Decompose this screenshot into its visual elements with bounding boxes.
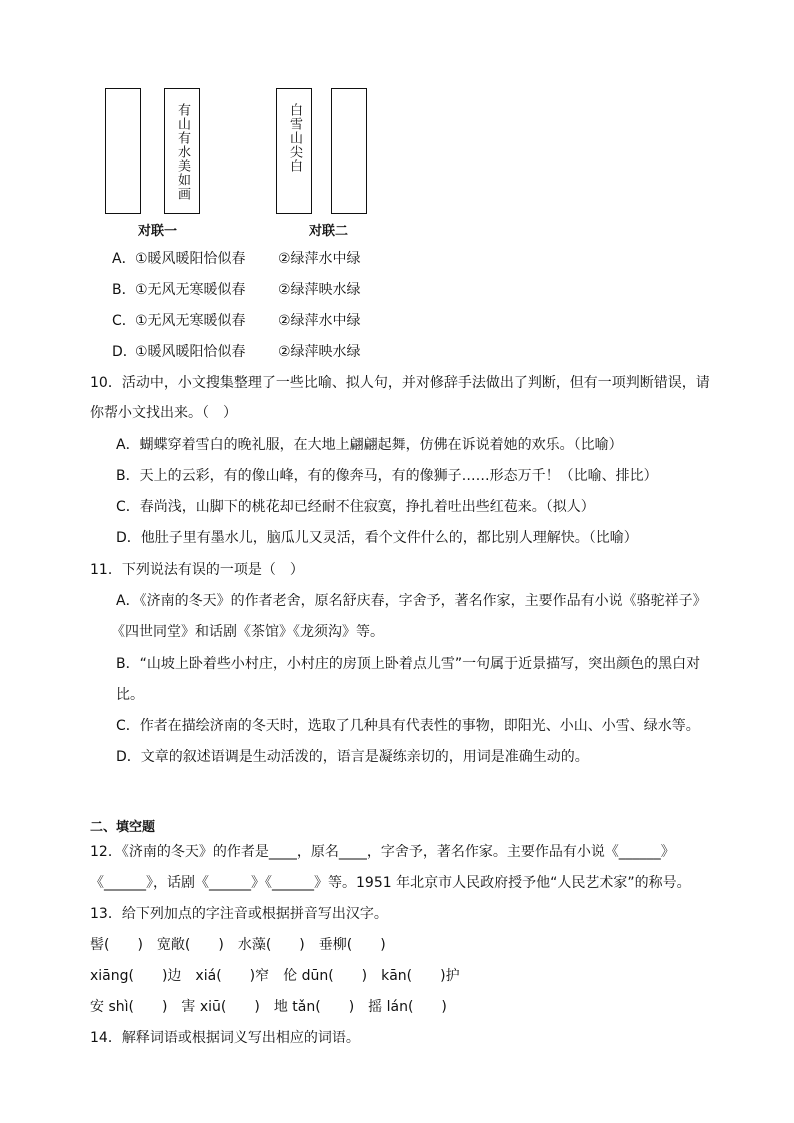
q9-option-choice1: ①暖风暖阳恰似春 [135, 251, 246, 267]
q11-option-b-line1: B．“山坡上卧着些小村庄，小村庄的房顶上卧着点儿雪”一句属于近景描写，突出颜色的黑白对 [116, 656, 701, 672]
q9-option-label: B． [112, 282, 136, 298]
q11-option-d: D．文章的叙述语调是生动活泼的，语言是凝练亲切的，用词是准确生动的。 [116, 749, 589, 765]
q13-row1: 髻( ) 宽敞( ) 水藻( ) 垂柳( ) [90, 937, 386, 953]
q9-option-choice2: ②绿萍水中绿 [278, 251, 361, 267]
q10-option-b: B．天上的云彩，有的像山峰，有的像奔马，有的像狮子……形态万千！（比喻、排比） [116, 468, 658, 484]
q13-stem: 13．给下列加点的字注音或根据拼音写出汉字。 [90, 906, 388, 922]
couplet2-right-scroll [331, 88, 367, 214]
q11-option-b-line2: 比。 [116, 687, 144, 703]
q9-option-choice1: ①无风无寒暖似春 [135, 313, 246, 329]
q9-option-choice2: ②绿萍水中绿 [278, 313, 361, 329]
caption-couplet1: 对联一 [138, 224, 178, 239]
q14-stem: 14．解释词语或根据词义写出相应的词语。 [90, 1030, 360, 1046]
q9-option-choice1: ①暖风暖阳恰似春 [135, 344, 246, 360]
q9-option-choice2: ②绿萍映水绿 [278, 344, 361, 360]
q9-option-label: C． [112, 313, 136, 329]
q13-row2: xiāng( )边 xiá( )窄 伦 dūn( ) kān( )护 [90, 968, 460, 984]
q9-option-label: D． [112, 344, 137, 360]
couplet1-right-scroll [164, 88, 200, 214]
q10-option-a: A．蝴蝶穿着雪白的晚礼服，在大地上翩翩起舞，仿佛在诉说着她的欢乐。（比喻） [116, 437, 623, 453]
couplet2-left-text: 白雪山尖白 [287, 103, 302, 173]
section-title-fill-blanks: 二、填空题 [90, 820, 156, 835]
q12-line1: 12．《济南的冬天》的作者是____，原名____，字舍予，著名作家。主要作品有小说《______》 [90, 844, 675, 860]
q9-option-choice1: ①无风无寒暖似春 [135, 282, 246, 298]
q9-option-label: A． [112, 251, 136, 267]
q10-option-c: C．春尚浅，山脚下的桃花却已经耐不住寂寞，挣扎着吐出些红苞来。（拟人） [116, 499, 595, 515]
couplet1-right-text: 有山有水美如画 [175, 103, 190, 201]
couplet2-left-scroll [276, 88, 312, 214]
q11-option-a-line2: 《四世同堂》和话剧《茶馆》《龙须沟》等。 [111, 624, 384, 640]
couplet1-left-scroll [105, 88, 141, 214]
q10-stem-line1: 10．活动中，小文搜集整理了一些比喻、拟人句，并对修辞手法做出了判断，但有一项判断错误，请 [90, 375, 710, 391]
q13-row3: 安 shì( ) 害 xiū( ) 地 tǎn( ) 摇 lán( ) [90, 999, 447, 1015]
q11-stem: 11．下列说法有误的一项是（ ） [90, 562, 304, 578]
q11-option-c: C．作者在描绘济南的冬天时，选取了几种具有代表性的事物，即阳光、小山、小雪、绿水等。 [116, 718, 700, 734]
q12-line2: 《______》，话剧《______》《______》等。1951 年北京市人民政府授予他“人民艺术家”的称号。 [90, 875, 691, 891]
q11-option-a-line1: A．《济南的冬天》的作者老舍，原名舒庆春，字舍予，著名作家，主要作品有小说《骆驼祥子》 [116, 593, 707, 609]
q10-option-d: D．他肚子里有墨水儿，脑瓜儿又灵活，看个文件什么的，都比别人理解快。（比喻） [116, 530, 638, 546]
q9-option-choice2: ②绿萍映水绿 [278, 282, 361, 298]
caption-couplet2: 对联二 [309, 224, 349, 239]
q10-stem-line2: 你帮小文找出来。（ ） [90, 405, 237, 421]
